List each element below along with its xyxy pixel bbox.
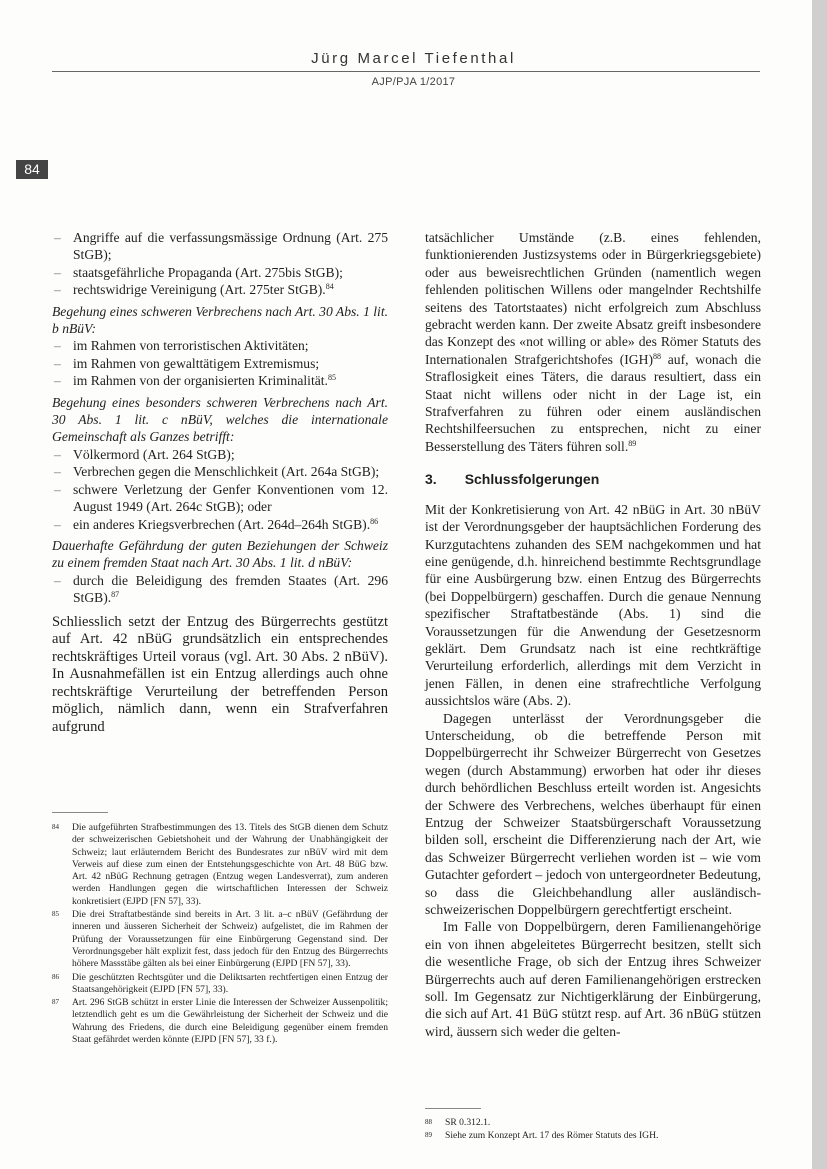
footnote-ref: 86 — [370, 516, 379, 526]
list-item: – im Rahmen von terroristischen Aktivitäten; — [54, 338, 309, 354]
right-column — [425, 229, 761, 1040]
footnote-ref: 84 — [325, 282, 334, 292]
section-heading: 3. Schlussfolgerungen — [425, 471, 600, 488]
footnote-ref: 88 — [652, 351, 661, 361]
list-heading: Begehung eines schweren Verbrechens nach Art. 30 Abs. 1 lit. b nBüV: — [52, 303, 389, 337]
running-header-journal: AJP/PJA 1/2017 — [371, 76, 456, 88]
body-paragraph: Im Falle von Doppelbürgern, deren Familienangehörige ein von ihnen abgeleitetes Bürgerrecht besitzen, stellt sich die wesentliche Frage, ob sich der Entzug ihres Schweizer Bürgerrechts auch auf deren Familienangehörigen erstrecken soll. Im Gegensatz zur Nichtigerklärung der Einbürgerung, die sich auf Art. 41 BüG stützt resp. auf Art. 36 nBüG stützen wird, äussern sich weder die gelten- — [425, 919, 761, 1039]
footnote: 84 Die aufgeführten Strafbestimmungen des 13. Titels des StGB dienen dem Schutz der schweizerischen Gebietshoheit und der Wahrung der Unabhängigkeit der Schweiz; laut erläuterndem Bericht des Bundesrates zur nBüV wird mit dem Verweis auf diese zum einen der Entstehungsgeschichte von Art. 48 BüG bzw. Art. 42 nBüG Rechnung getragen (Entzug wegen Landesverrat), zum anderen werden Handlungen gegen die wirtschaftlichen Interessen der Schweiz konkretisiert (EJPD [FN 57], 33). — [52, 822, 388, 907]
list-item: – im Rahmen von der organisierten Kriminalität.$^{85}$ — [54, 373, 336, 389]
footnote-ref: 89 — [628, 438, 637, 448]
footnote: 85 Die drei Straftatbestände sind bereits in Art. 3 lit. a–c nBüV (Gefährdung der inneren und äusseren Sicherheit der Schweiz) aufgelistet, die im Rahmen der Prüfung der Voraussetzungen für eine Einbürgerung Gegenstand sind. Der Verordnungsgeber hält explizit fest, dass jedoch für den Entzug des Bürgerrechts höhere Massstäbe gälten als bei einer Einbürgerung (EJPD [FN 57], 33). — [52, 909, 388, 970]
list-item: – durch die Beleidigung des fremden Staates (Art. 296 StGB).$^{87}$ — [54, 572, 388, 606]
list-heading: Dauerhafte Gefährdung der guten Beziehungen der Schweiz zu einem fremden Staat nach Art. 30 Abs. 1 lit. d nBüV: — [52, 537, 388, 571]
footnote-rule — [52, 812, 108, 813]
running-header-author: Jürg Marcel Tiefenthal — [311, 50, 516, 67]
list-item: – im Rahmen von gewalttätigem Extremismus; — [54, 355, 320, 371]
list-item: – rechtswidrige Vereinigung (Art. 275ter StGB).$^{84}$ — [54, 282, 334, 298]
left-column — [52, 229, 388, 736]
footnote: 86 Die geschützten Rechtsgüter und die Deliktsarten rechtfertigen einen Entzug der Staatsangehörigkeit (EJPD [FN 57], 33). — [52, 971, 388, 995]
body-paragraph: Mit der Konkretisierung von Art. 42 nBüG in Art. 30 nBüV ist der Verordnungsgeber der hauptsächlichen Forderung des Kurzgutachtens zuhanden des SEM nachgekommen und hat eine genügende, d.h. hinreichend bestimmte Rechtsgrundlage für eine Ausbürgerung bzw. einen Entzug des Bürgerrechts (bei Doppelbürgern) geschaffen. Durch die genaue Nennung spezifischer Straftatbestände (Abs. 1) sind die Voraussetzungen für die Anwendung der Gesetzesnorm geklärt. Dem Grundsatz nach ist eine rechtkräftige Verurteilung erforderlich, allerdings mit dem Verzicht in jenen Fällen, in denen eine strafrechtliche Verfolgung aussichtslos wäre (Abs. 2). — [425, 501, 761, 709]
footnotes-right — [425, 1117, 761, 1144]
footnote: 87 Art. 296 StGB schützt in erster Linie die Interessen der Schweizer Aussenpolitik; letztendlich geht es um die Gewährleistung der Sicherheit der Schweiz und die Wahrung des Friedens, die durch eine Beleidigung gegenüber einem fremden Staat gefährdet werden könnte (EJPD [FN 57], 33 f.). — [52, 997, 388, 1046]
list-heading: Begehung eines besonders schweren Verbrechens nach Art. 30 Abs. 1 lit. c nBüV, welches die internationale Gemeinschaft als Ganzes betrifft: — [52, 394, 388, 445]
footnote-rule — [425, 1108, 481, 1109]
header-rule — [52, 71, 760, 72]
footnote-ref: 85 — [327, 373, 336, 383]
list-item: – Völkermord (Art. 264 StGB); — [54, 446, 235, 462]
list-item: – Verbrechen gegen die Menschlichkeit (Art. 264a StGB); — [54, 464, 380, 480]
body-paragraph: tatsächlicher Umstände (z.B. eines fehlenden, funktionierenden Justizsystems oder in Bürgerkriegsgebiete) oder aus beweisrechtlichen Gründen (namentlich wegen fehlenden politischen Willens oder mangelnder Rechtshilfe seitens des Tatortstaates) nicht erfolgreich zum Abschluss gebracht werden kann. Der zweite Absatz greift insbesondere das Konzept des «not willing or able» des Römer Statuts des Internationalen Strafgerichtshofes (IGH)$^{88}$ auf, wonach die Straflosigkeit eines Täters, die daraus resultiert, dass ein Staat nicht willens oder nicht in der Lage ist, ein Strafverfahren zu führen oder einem ausländischen Rechtshilfeersuchen zu entsprechen, nicht zu einer Besserstellung des Täters führen soll.$^{89}$ — [425, 230, 761, 454]
list-item: – staatsgefährliche Propaganda (Art. 275bis StGB); — [54, 264, 343, 280]
footnote-ref: 87 — [111, 590, 120, 600]
page-number: 84 — [16, 160, 48, 179]
footnotes-left — [52, 822, 388, 1047]
list-item: – ein anderes Kriegsverbrechen (Art. 264d–264h StGB).$^{86}$ — [54, 516, 379, 532]
body-paragraph: Schliesslich setzt der Entzug des Bürgerrechts gestützt auf Art. 42 nBüG grundsätzlich ein entsprechendes rechtskräftiges Urteil voraus (vgl. Art. 30 Abs. 2 nBüV). In Ausnahmefällen ist ein Entzug allerdings auch ohne rechtskräftige Verurteilung der betreffenden Person möglich, nämlich dann, wenn ein Strafverfahren aufgrund — [52, 613, 388, 735]
footnote: 89 Siehe zum Konzept Art. 17 des Römer Statuts des IGH. — [425, 1130, 659, 1142]
body-paragraph: Dagegen unterlässt der Verordnungsgeber die Unterscheidung, ob die betreffende Person mit Doppelbürgerrecht ihr Schweizer Bürgerrecht von Gesetzes wegen (durch Abstammung) erworben hat oder ihr dieses durch behördlichen Beschluss erteilt worden ist. Angesichts der Schwere des Verbrechens, welches überhaupt für einen Entzug der Schweizer Staatsbürgerschaft Voraussetzung bilden soll, erscheint die Differenzierung nach der Art, wie das Schweizer Bürgerrecht verliehen worden ist – wie vom Gutachter gefordert – jedoch von untergeordneter Bedeutung, so dass die Gleichbehandlung aller ausländisch-schweizerischen Doppelbürgern gerechtfertigt erscheint. — [425, 710, 761, 918]
page-edge — [812, 0, 827, 1169]
list-item: – schwere Verletzung der Genfer Konventionen vom 12. August 1949 (Art. 264c StGB); oder — [54, 481, 388, 515]
footnote: 88 SR 0.312.1. — [425, 1117, 491, 1128]
list-item: – Angriffe auf die verfassungsmässige Ordnung (Art. 275 StGB); — [54, 230, 388, 263]
